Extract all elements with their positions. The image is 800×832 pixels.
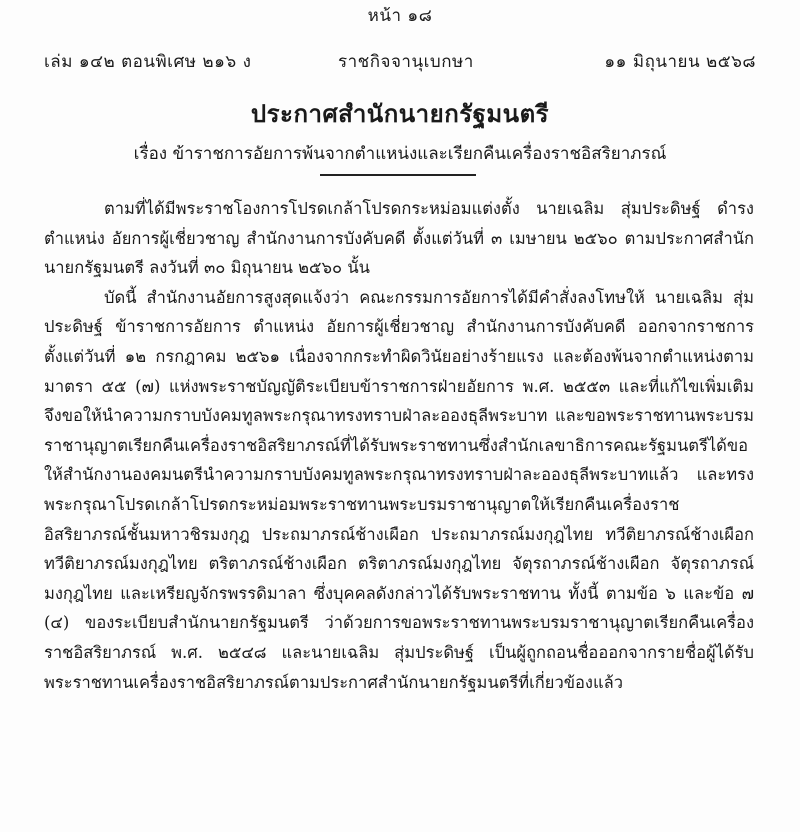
body-paragraph: บัดนี้ สำนักงานอัยการสูงสุดแจ้งว่า คณะกรรมการอัยการได้มีคำสั่งลงโทษให้ นายเฉลิม สุ่มประดิษฐ์ ข้าราชการอัยการ ตำแหน่ง อัยการผู้เชี่ยวชาญ สำนักงานการบังคับคดี ออกจากราชการ ตั้งแต่วันที่ ๑๒ กรกฎาคม ๒๕๖๑ เนื่องจากกระทำผิดวินัยอย่างร้ายแรง และต้องพ้นจากตำแหน่งตามมาตรา ๕๕ (๗) แห่งพระราชบัญญัติระเบียบข้าราชการฝ่ายอัยการ พ.ศ. ๒๕๕๓ และที่แก้ไขเพิ่มเติม จึงขอให้นำความกราบบังคมทูลพระกรุณาทรงทราบฝ่าละอองธุลีพระบาท และขอพระราชทานพระบรมราชานุญาตเรียกคืนเครื่องราชอิสริยาภรณ์ที่ได้รับพระราชทานซึ่งสำนักเลขาธิการคณะรัฐมนตรีได้ขอให้สำนักงานองคมนตรีนำความกราบบังคมทูลพระกรุณาทรงทราบฝ่าละอองธุลีพระบาทแล้ว และทรงพระกรุณาโปรดเกล้าโปรดกระหม่อมพระราชทานพระบรมราชานุญาตให้เรียกคืนเครื่องราชอิสริยาภรณ์ชั้นมหาวชิรมงกุฎ ประถมาภรณ์ช้างเผือก ประถมาภรณ์มงกุฎไทย ทวีติยาภรณ์ช้างเผือก ทวีติยาภรณ์มงกุฎไทย ตริตาภรณ์ช้างเผือก ตริตาภรณ์มงกุฎไทย จัตุรถาภรณ์ช้างเผือก จัตุรถาภรณ์มงกุฎไทย และเหรียญจักรพรรดิมาลา ซึ่งบุคคลดังกล่าวได้รับพระราชทาน ทั้งนี้ ตามข้อ ๖ และข้อ ๗ (๔) ของระเบียบสำนักนายกรัฐมนตรี ว่าด้วยการขอพระราชทานพระบรมราชานุญาตเรียกคืนเครื่องราชอิสริยาภรณ์ พ.ศ. ๒๕๔๘ และนายเฉลิม สุ่มประดิษฐ์ เป็นผู้ถูกถอนชื่อออกจากรายชื่อผู้ได้รับพระราชทานเครื่องราชอิสริยาภรณ์ตามประกาศสำนักนายกรัฐมนตรีที่เกี่ยวข้องแล้ว: [44, 287, 754, 692]
gazette-header: [44, 48, 756, 74]
title-divider: [320, 174, 476, 176]
document-body: [44, 194, 754, 697]
page-number: หน้า ๑๘: [367, 6, 433, 26]
document-subject: เรื่อง ข้าราชการอัยการพ้นจากตำแหน่งและเรียกคืนเครื่องราชอิสริยาภรณ์: [133, 144, 667, 164]
publication-date: ๑๑ มิถุนายน ๒๕๖๘: [604, 52, 756, 72]
volume-issue: เล่ม ๑๔๒ ตอนพิเศษ ๒๑๖ ง: [44, 52, 252, 72]
publication-name: ราชกิจจานุเบกษา: [338, 52, 474, 72]
body-paragraph: ตามที่ได้มีพระราชโองการโปรดเกล้าโปรดกระหม่อมแต่งตั้ง นายเฉลิม สุ่มประดิษฐ์ ดำรงตำแหน่ง อัยการผู้เชี่ยวชาญ สำนักงานการบังคับคดี ตั้งแต่วันที่ ๓ เมษายน ๒๕๖๐ ตามประกาศสำนักนายกรัฐมนตรี ลงวันที่ ๓๐ มิถุนายน ๒๕๖๐ นั้น: [44, 199, 754, 278]
document-title: ประกาศสำนักนายกรัฐมนตรี: [250, 99, 550, 128]
